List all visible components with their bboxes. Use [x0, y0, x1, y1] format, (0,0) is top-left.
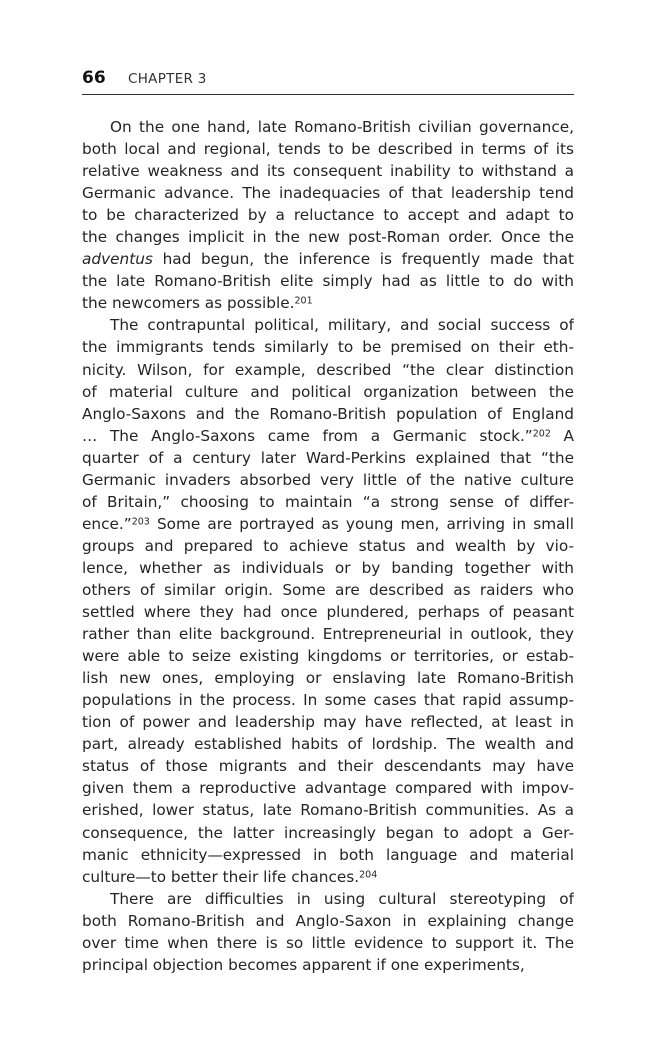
text-segment: culture—to better their life chances. [82, 867, 360, 886]
text-line [82, 777, 574, 799]
body-text [82, 116, 574, 976]
text-line [82, 138, 574, 160]
text-line [82, 733, 574, 755]
text-segment: the immigrants tends similarly to be premised on their eth- [82, 338, 574, 357]
text-line [82, 711, 574, 733]
text-segment: groups and prepared to achieve status and wealth by vio- [82, 536, 574, 555]
text-line [82, 160, 574, 182]
text-segment: Germanic invaders absorbed very little of the native culture [82, 470, 574, 489]
text-line [82, 314, 574, 336]
footnote-ref: 201 [294, 296, 313, 308]
text-line [82, 755, 574, 777]
footnote-ref: 204 [359, 869, 378, 881]
text-segment: of Britain,” choosing to maintain “a strong sense of differ- [82, 492, 574, 511]
text-line [82, 116, 574, 138]
text-segment: part, already established habits of lordship. The wealth and [82, 735, 574, 754]
text-line [82, 689, 574, 711]
text-segment: both local and regional, tends to be described in terms of its [82, 140, 574, 159]
text-segment: others of similar origin. Some are described as raiders who [82, 580, 574, 599]
paragraph [82, 314, 574, 887]
text-line [82, 292, 574, 314]
text-segment: populations in the process. In some cases that rapid assump- [82, 691, 574, 710]
text-line [82, 491, 574, 513]
text-line [82, 932, 574, 954]
footnote-ref: 202 [532, 428, 551, 440]
footnote-ref: 203 [131, 516, 150, 528]
paragraph [82, 888, 574, 976]
text-line [82, 513, 574, 535]
text-line [82, 204, 574, 226]
text-segment: the changes implicit in the new post-Roman order. Once the [82, 228, 574, 247]
text-line [82, 822, 574, 844]
text-segment: … The Anglo-Saxons came from a Germanic stock.” [82, 426, 533, 445]
text-segment: manic ethnicity—expressed in both language and material [82, 845, 574, 864]
text-segment: to be characterized by a reluctance to accept and adapt to [82, 206, 574, 225]
text-segment: There are difficulties in using cultural stereotyping of [110, 889, 574, 908]
text-segment: the newcomers as possible. [82, 294, 295, 313]
text-line [82, 403, 574, 425]
text-segment: quarter of a century later Ward-Perkins explained that “the [82, 448, 574, 467]
text-line [82, 910, 574, 932]
text-line [82, 336, 574, 358]
text-segment: over time when there is so little evidence to support it. The [82, 933, 574, 952]
text-segment: erished, lower status, late Romano-British communities. As a [82, 801, 574, 820]
text-line [82, 954, 574, 976]
text-segment: were able to seize existing kingdoms or territories, or estab- [82, 647, 574, 666]
text-line [82, 601, 574, 623]
text-segment: the late Romano-British elite simply had as little to do with [82, 272, 574, 291]
text-line [82, 645, 574, 667]
text-line [82, 844, 574, 866]
running-header [82, 66, 574, 95]
text-line [82, 182, 574, 204]
text-segment: On the one hand, late Romano-British civilian governance, [110, 118, 574, 136]
page-number: 66 [82, 68, 106, 88]
text-line [82, 359, 574, 381]
text-line [82, 866, 574, 888]
text-segment: consequence, the latter increasingly began to adopt a Ger- [82, 823, 574, 842]
text-segment: rather than elite background. Entrepreneurial in outlook, they [82, 625, 574, 644]
text-line [82, 447, 574, 469]
text-line [82, 667, 574, 689]
text-segment: Some are portrayed as young men, arriving in small [149, 514, 574, 533]
text-line [82, 270, 574, 292]
text-segment: lence, whether as individuals or by banding together with [82, 558, 574, 577]
text-segment: both Romano-British and Anglo-Saxon in explaining change [82, 911, 574, 930]
text-line [82, 579, 574, 601]
text-segment: nicity. Wilson, for example, described “the clear distinction [82, 360, 574, 379]
text-segment: given them a reproductive advantage compared with impov- [82, 779, 574, 798]
text-line [82, 248, 574, 270]
text-segment: of material culture and political organization between the [82, 382, 574, 401]
text-line [82, 425, 574, 447]
text-segment: Germanic advance. The inadequacies of that leadership tend [82, 184, 574, 203]
text-segment: relative weakness and its consequent inability to withstand a [82, 162, 574, 181]
text-line [82, 381, 574, 403]
text-segment: principal objection becomes apparent if one experiments, [82, 955, 525, 974]
text-segment: The contrapuntal political, military, and social success of [110, 316, 574, 335]
text-segment: ence.” [82, 514, 132, 533]
text-segment: settled where they had once plundered, perhaps of peasant [82, 603, 574, 622]
text-line [82, 623, 574, 645]
text-line [82, 799, 574, 821]
text-segment: lish new ones, employing or enslaving late Romano-British [82, 669, 574, 688]
text-line [82, 226, 574, 248]
text-line [82, 469, 574, 491]
paragraph [82, 116, 574, 314]
italic-term: adventus [82, 250, 153, 269]
text-line [82, 888, 574, 910]
text-segment: Anglo-Saxons and the Romano-British population of England [82, 404, 574, 423]
text-segment: status of those migrants and their descendants may have [82, 757, 574, 776]
chapter-label: CHAPTER 3 [128, 71, 207, 87]
text-segment: had begun, the inference is frequently made that [152, 250, 574, 269]
text-line [82, 535, 574, 557]
text-segment: A [550, 426, 574, 445]
text-line [82, 557, 574, 579]
text-segment: tion of power and leadership may have reflected, at least in [82, 713, 574, 732]
